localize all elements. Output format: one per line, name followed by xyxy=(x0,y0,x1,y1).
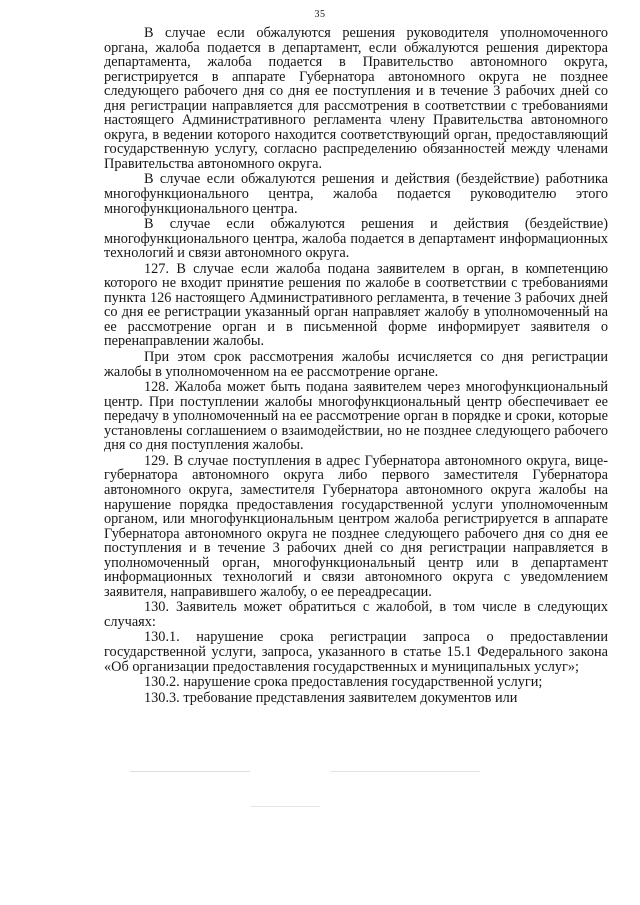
paragraph-129: 129. В случае поступления в адрес Губернатора автономного округа, вице-губернатора автономного округа либо первого заместителя Губернатора автономного округа, заместителя Губернатора автономного округа жалобы на нарушение порядка предоставления государственной услуги уполномоченным органом, или многофункциональным центром жалоба регистрируется в аппарате Губернатора автономного округа не позднее следующего рабочего дня со дня ее поступления и в течение 3 рабочих дней со дня регистрации направляется в уполномоченный орган, многофункциональный центр или в департамент информационных технологий и связи автономного округа с уведомлением заявителя, направившего жалобу, о ее переадресации. xyxy=(104,452,608,600)
paragraph-127: 127. В случае если жалоба подана заявителем в орган, в компетенцию которого не входит принятие решения по жалобе в соответствии с требованиями пункта 126 настоящего Административного регламента, в течение 3 рабочих дней со дня ее регистрации указанный орган направляет жалобу в уполномоченный на ее рассмотрение орган и в письменной форме информирует заявителя о перенаправлении жалобы. xyxy=(104,260,608,350)
scan-artifact xyxy=(250,806,320,807)
paragraph-128: 128. Жалоба может быть подана заявителем через многофункциональный центр. При поступлении жалобы многофункциональный центр обеспечивает ее передачу в уполномоченный на ее рассмотрение орган в порядке и сроки, которые установлены соглашением о взаимодействии, но не позднее следующего рабочего дня со дня поступления жалобы. xyxy=(104,379,608,454)
paragraph-appeal-mfc-employee: В случае если обжалуются решения и действия (бездействие) работника многофункционального центра, жалоба подается руководителю этого многофункционального центра. xyxy=(104,171,608,217)
paragraph-130-3: 130.3. требование представления заявителем документов или xyxy=(144,689,518,706)
page-number: 35 xyxy=(314,9,326,20)
paragraph-appeal-department: В случае если обжалуются решения руководителя уполномоченного органа, жалоба подается в департамент, если обжалуются решения директора департамента, жалоба подается в Правительство автономного округа, регистрируется в аппарате Губернатора автономного округа не позднее следующего рабочего дня со дня ее поступления и в течение 3 рабочих дней со дня регистрации направляется для рассмотрения в соответствии с требованиями настоящего Административного регламента члену Правительства автономного округа, в ведении которого находится соответствующий орган, предоставляющий государственную услугу, согласно распределению обязанностей между членами Правительства автономного округа. xyxy=(104,25,608,172)
paragraph-130: 130. Заявитель может обратиться с жалобой, в том числе в следующих случаях: xyxy=(104,599,608,630)
paragraph-130-1: 130.1. нарушение срока регистрации запроса о предоставлении государственной услуги, запроса, указанного в статье 15.1 Федерального закона «Об организации предоставления государственных и муниципальных услуг»; xyxy=(104,629,608,675)
scan-artifact xyxy=(330,771,480,772)
paragraph-130-2: 130.2. нарушение срока предоставления государственной услуги; xyxy=(144,674,543,691)
paragraph-appeal-mfc: В случае если обжалуются решения и действия (бездействие) многофункционального центра, жалоба подается в департамент информационных технологий и связи автономного округа. xyxy=(104,216,608,262)
document-body xyxy=(104,26,608,705)
scan-artifact xyxy=(130,771,250,772)
paragraph-review-term: При этом срок рассмотрения жалобы исчисляется со дня регистрации жалобы в уполномоченном на ее рассмотрение органе. xyxy=(104,349,608,380)
